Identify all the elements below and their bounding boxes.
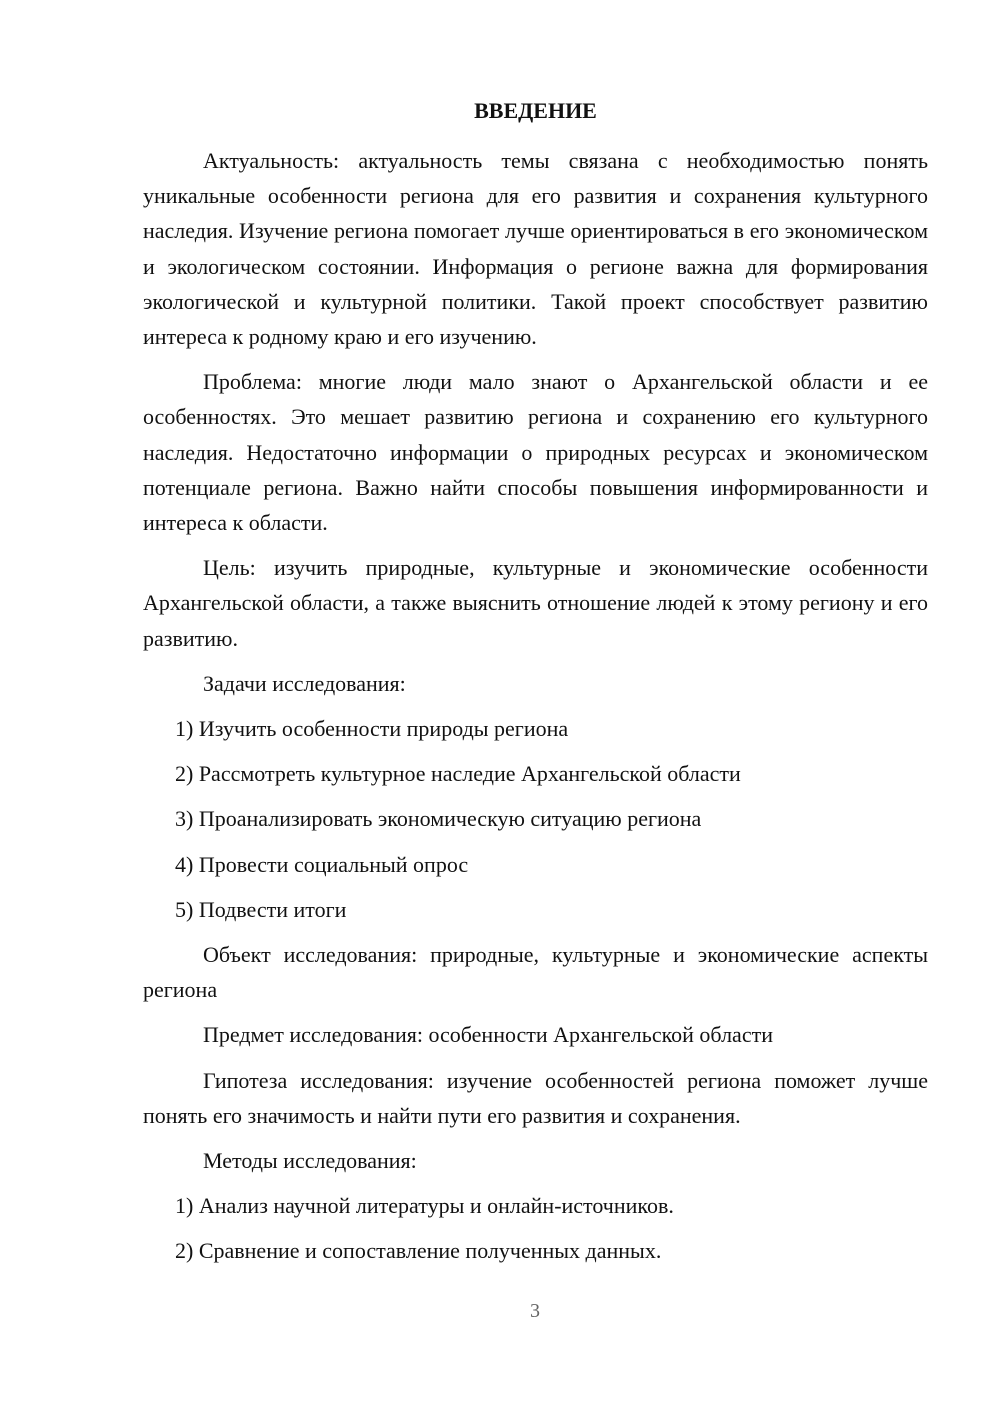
page-title: ВВЕДЕНИЕ	[474, 98, 597, 123]
paragraph-problem: Проблема: многие люди мало знают о Архангельской области и ее особенностях. Это мешает развитию региона и сохранению его культурного наследия. Недостаточно информации о природных ресурсах и экономическом потенциале региона. Важно найти способы повышения информированности и интереса к области.	[143, 369, 928, 536]
tasks-list	[143, 711, 928, 927]
page-number: 3	[530, 1300, 540, 1322]
list-item: 1) Анализ научной литературы и онлайн-источников.	[175, 1193, 674, 1219]
list-item: 5) Подвести итоги	[175, 896, 347, 922]
paragraph-relevance: Актуальность: актуальность темы связана с необходимостью понять уникальные особенности региона для его развития и сохранения культурного наследия. Изучение региона помогает лучше ориентироваться в его экономическом и экологическом состоянии. Информация о регионе важна для формирования экологической и культурной политики. Такой проект способствует развитию интереса к родному краю и его изучению.	[143, 148, 928, 350]
tasks-label: Задачи исследования:	[203, 670, 406, 696]
paragraph-goal: Цель: изучить природные, культурные и экономические особенности Архангельской области, а также выяснить отношение людей к этому региону и его развитию.	[143, 555, 928, 651]
methods-list	[143, 1188, 928, 1268]
document-page	[143, 95, 928, 1279]
paragraph-subject: Предмет исследования: особенности Архангельской области	[203, 1022, 773, 1048]
list-item: 4) Провести социальный опрос	[175, 851, 469, 877]
list-item: 2) Сравнение и сопоставление полученных данных.	[175, 1238, 662, 1264]
methods-label: Методы исследования:	[203, 1148, 417, 1174]
list-item: 1) Изучить особенности природы региона	[175, 716, 569, 742]
list-item: 2) Рассмотреть культурное наследие Архангельской области	[175, 761, 741, 787]
paragraph-object: Объект исследования: природные, культурные и экономические аспекты региона	[143, 942, 928, 1003]
paragraph-hypothesis: Гипотеза исследования: изучение особенностей региона поможет лучше понять его значимость и найти пути его развития и сохранения.	[143, 1067, 928, 1128]
list-item: 3) Проанализировать экономическую ситуацию региона	[175, 806, 702, 832]
